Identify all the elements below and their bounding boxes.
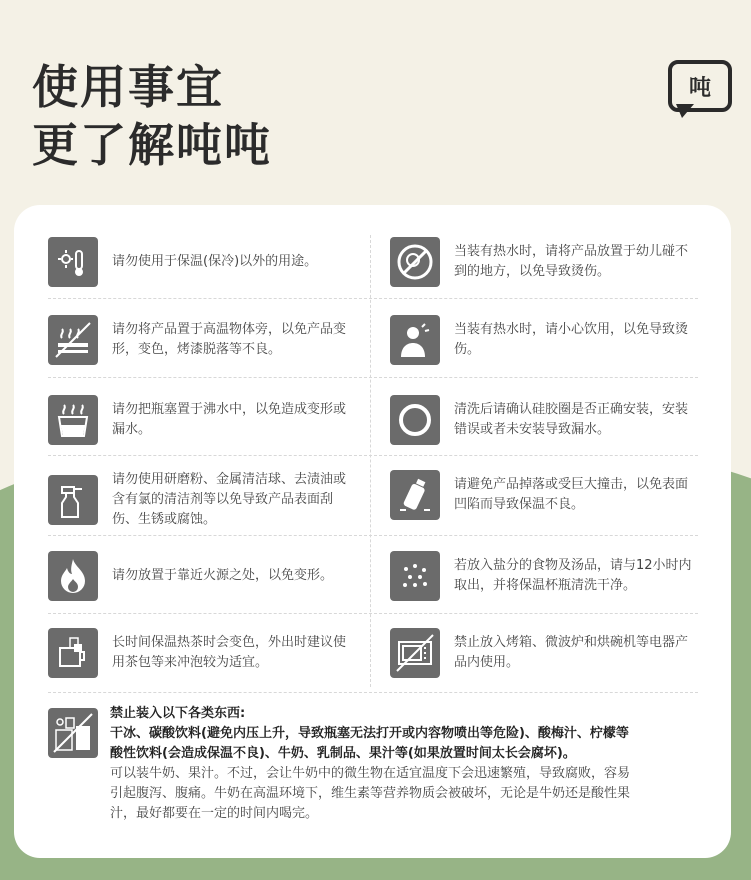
advice-line-1: 可以装牛奶、果汁。不过，会让牛奶中的微生物在适宜温度下会迅速繁殖，导致腐败，容易 xyxy=(110,766,631,781)
thermometer-sun-icon xyxy=(48,237,98,287)
seal-ring-icon xyxy=(390,395,440,445)
prohibited-text xyxy=(110,704,718,824)
list-item xyxy=(390,315,700,365)
item-text: 请勿使用于保温(保冷)以外的用途。 xyxy=(112,254,318,269)
spray-bottle-icon xyxy=(48,475,98,525)
row-divider xyxy=(48,298,698,299)
list-item xyxy=(48,628,348,678)
list-item xyxy=(48,237,348,287)
title-line-1: 使用事宜 xyxy=(32,60,224,114)
item-text: 长时间保温热茶时会变色，外出时建议使用茶包等来冲泡较为适宜。 xyxy=(112,635,347,670)
item-text: 若放入盐分的食物及汤品，请与12小时内取出，并将保温杯瓶清洗干净。 xyxy=(454,558,692,593)
badge-tail xyxy=(676,104,694,118)
no-bottles-icon xyxy=(48,708,98,758)
list-item xyxy=(390,470,700,520)
list-item xyxy=(48,551,348,601)
title-line-2: 更了解吨吨 xyxy=(32,118,272,172)
drinking-person-icon xyxy=(390,315,440,365)
list-item xyxy=(390,551,700,601)
no-microwave-icon xyxy=(390,628,440,678)
item-text: 当装有热水时，请小心饮用，以免导致烫伤。 xyxy=(454,322,689,357)
list-item xyxy=(390,237,700,287)
row-divider xyxy=(48,692,698,693)
item-text: 请勿把瓶塞置于沸水中，以免造成变形或漏水。 xyxy=(112,402,347,437)
row-divider xyxy=(48,613,698,614)
item-text: 清洗后请确认硅胶圈是否正确安装，安装错误或者未安装导致漏水。 xyxy=(454,402,689,437)
item-text: 请勿使用研磨粉、金属清洁球、去渍油或含有氯的清洁剂等以免导致产品表面刮伤、生锈或腐蚀。 xyxy=(112,472,347,527)
brand-badge: 吨 xyxy=(668,60,732,112)
row-divider xyxy=(48,377,698,378)
row-divider xyxy=(48,535,698,536)
list-item xyxy=(48,395,348,445)
list-item xyxy=(48,315,348,365)
no-heat-icon xyxy=(48,315,98,365)
list-item xyxy=(390,395,700,445)
item-text: 当装有热水时，请将产品放置于幼儿碰不到的地方，以免导致烫伤。 xyxy=(454,244,689,279)
item-text: 请勿将产品置于高温物体旁，以免产品变形，变色，烤漆脱落等不良。 xyxy=(112,322,347,357)
fire-icon xyxy=(48,551,98,601)
page-title xyxy=(32,58,272,174)
prohibited-line-2: 酸性饮料(会造成保温不良)、牛奶、乳制品、果汁等(如果放置时间太长会腐坏)。 xyxy=(110,746,576,761)
falling-bottle-icon xyxy=(390,470,440,520)
tea-bag-icon xyxy=(48,628,98,678)
item-text: 请避免产品掉落或受巨大撞击，以免表面凹陷而导致保温不良。 xyxy=(454,477,689,512)
item-text: 禁止放入烤箱、微波炉和烘碗机等电器产品内使用。 xyxy=(454,635,689,670)
prohibited-line-1: 干冰、碳酸饮料(避免内压上升，导致瓶塞无法打开或内容物喷出等危险)、酸梅汁、柠檬等 xyxy=(110,726,629,741)
row-divider xyxy=(48,455,698,456)
salt-dots-icon xyxy=(390,551,440,601)
prohibited-heading: 禁止装入以下各类东西: xyxy=(110,706,246,721)
advice-line-3: 汁，最好都要在一定的时间内喝完。 xyxy=(110,806,319,821)
no-child-icon xyxy=(390,237,440,287)
boiling-water-icon xyxy=(48,395,98,445)
list-item xyxy=(390,628,700,678)
item-text: 请勿放置于靠近火源之处，以免变形。 xyxy=(112,568,334,583)
prohibited-contents-section xyxy=(48,704,718,824)
instructions-card xyxy=(14,205,731,858)
list-item xyxy=(48,470,348,530)
advice-line-2: 引起腹泻、腹痛。牛奶在高温环境下，维生素等营养物质会被破坏，无论是牛奶还是酸性果 xyxy=(110,786,631,801)
column-divider xyxy=(370,235,371,687)
